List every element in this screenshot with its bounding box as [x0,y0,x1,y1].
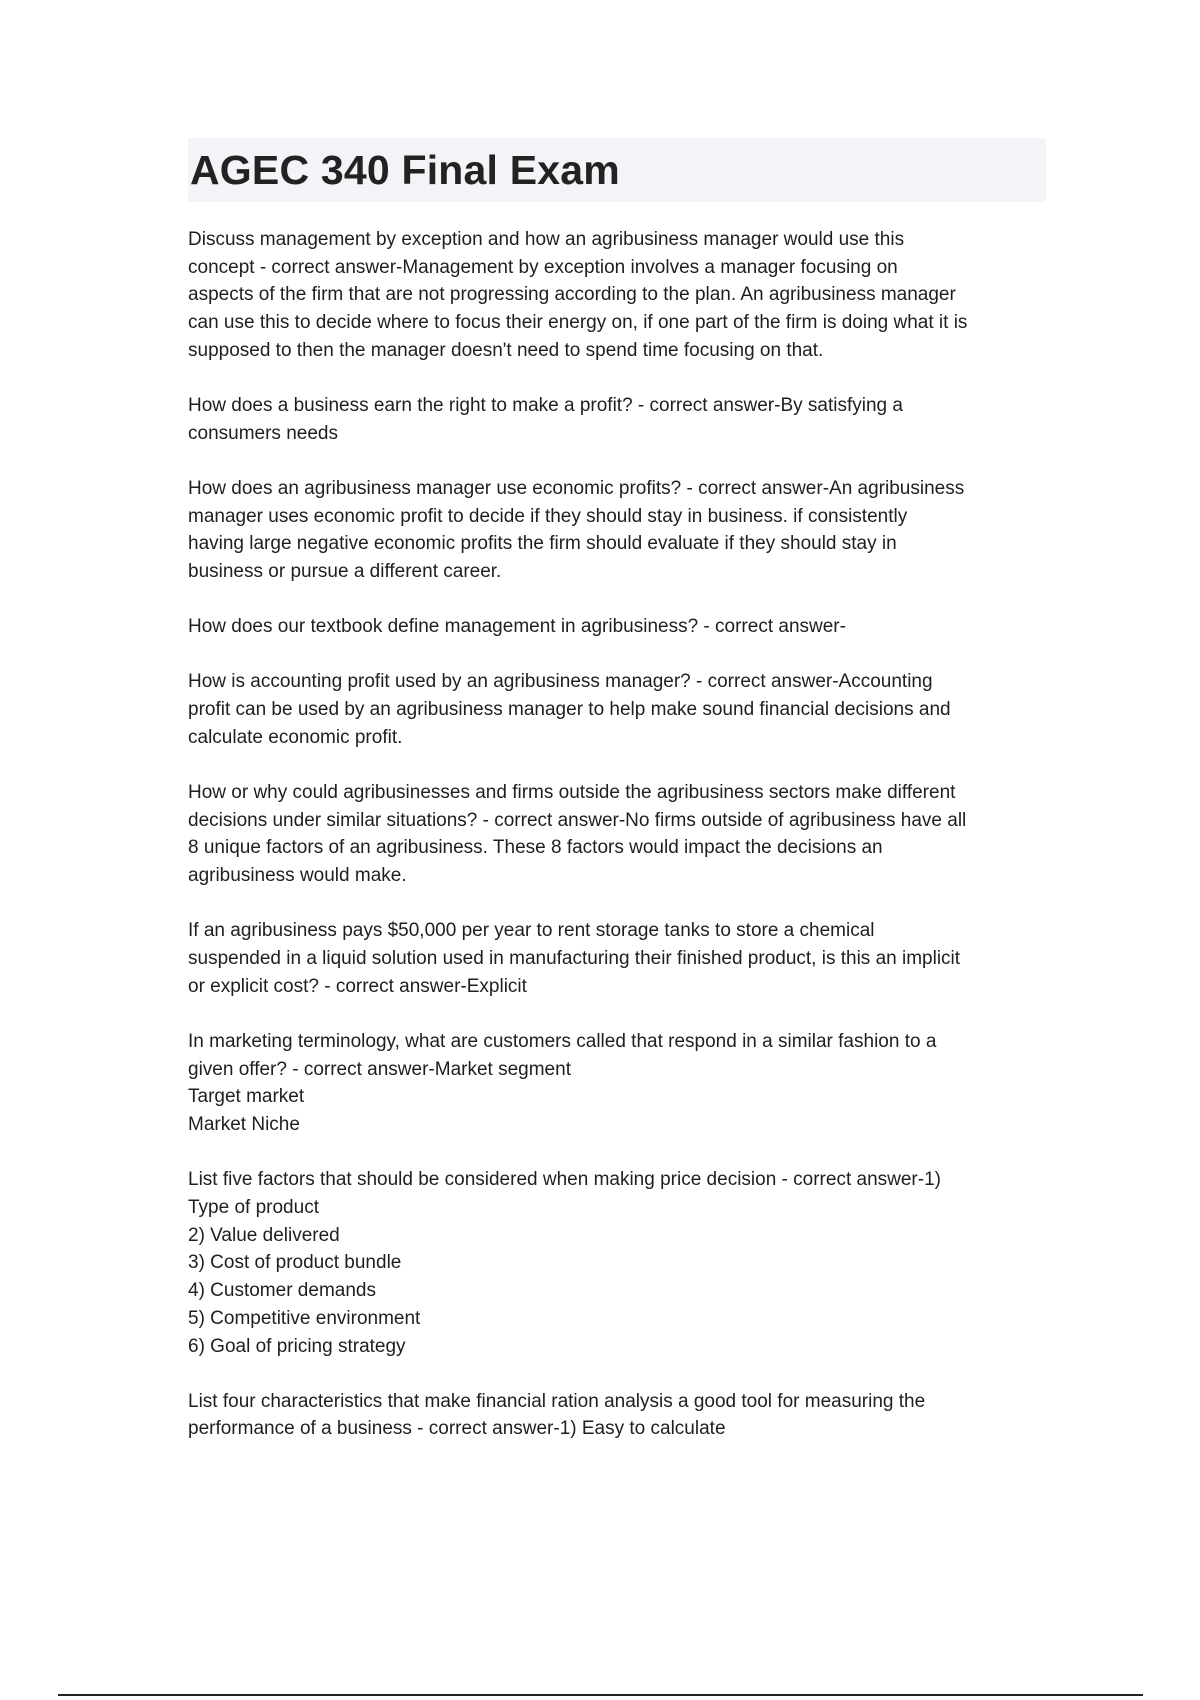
qa-line: If an agribusiness pays $50,000 per year to rent storage tanks to store a chemical [188,920,875,942]
qa-item [188,917,1048,1000]
qa-item [188,1388,1048,1443]
qa-line: 2) Value delivered [188,1224,340,1246]
qa-line: suspended in a liquid solution used in manufacturing their finished product, is this an implicit [188,948,961,970]
qa-line: having large negative economic profits the firm should evaluate if they should stay in [188,533,897,555]
qa-line: business or pursue a different career. [188,561,502,583]
qa-item [188,779,1048,890]
qa-line: or explicit cost? - correct answer-Explicit [188,975,527,997]
qa-item [188,392,1048,447]
page-bottom-rule [58,1694,1143,1696]
qa-line: 8 unique factors of an agribusiness. These 8 factors would impact the decisions an [188,837,883,859]
qa-line: How is accounting profit used by an agribusiness manager? - correct answer-Accounting [188,671,933,693]
qa-item [188,668,1048,751]
qa-item [188,1166,1048,1360]
qa-line: aspects of the firm that are not progressing according to the plan. An agribusiness manager [188,284,956,306]
qa-line: 4) Customer demands [188,1280,376,1302]
qa-line: agribusiness would make. [188,865,407,887]
qa-line: How does a business earn the right to make a profit? - correct answer-By satisfying a [188,395,903,417]
qa-line: How does an agribusiness manager use economic profits? - correct answer-An agribusiness [188,477,965,499]
qa-line: manager uses economic profit to decide if they should stay in business. if consistently [188,505,908,527]
document-title: AGEC 340 Final Exam [190,147,620,193]
qa-item [188,475,1048,586]
qa-line: Market Niche [188,1114,300,1136]
qa-line: can use this to decide where to focus their energy on, if one part of the firm is doing what it is [188,312,968,334]
qa-line: decisions under similar situations? - correct answer-No firms outside of agribusiness have all [188,809,967,831]
qa-line: Type of product [188,1196,319,1218]
qa-line: performance of a business - correct answer-1) Easy to calculate [188,1418,726,1440]
qa-line: 6) Goal of pricing strategy [188,1335,406,1357]
qa-line: profit can be used by an agribusiness manager to help make sound financial decisions and [188,699,951,721]
qa-line: In marketing terminology, what are customers called that respond in a similar fashion to a [188,1030,937,1052]
qa-line: concept - correct answer-Management by exception involves a manager focusing on [188,256,898,278]
qa-item [188,1028,1048,1139]
qa-line: 3) Cost of product bundle [188,1252,402,1274]
qa-content [188,226,1048,1471]
qa-line: List five factors that should be considered when making price decision - correct answer-1) [188,1169,941,1191]
qa-item [188,613,1048,641]
qa-line: How does our textbook define management in agribusiness? - correct answer- [188,616,846,638]
title-banner [188,138,1046,202]
qa-line: 5) Competitive environment [188,1307,421,1329]
qa-line: List four characteristics that make financial ration analysis a good tool for measuring the [188,1390,926,1412]
qa-line: consumers needs [188,422,338,444]
qa-item [188,226,1048,365]
qa-line: given offer? - correct answer-Market segment [188,1058,571,1080]
qa-line: calculate economic profit. [188,726,403,748]
qa-line: How or why could agribusinesses and firms outside the agribusiness sectors make different [188,782,956,804]
qa-line: Discuss management by exception and how an agribusiness manager would use this [188,229,905,250]
qa-line: supposed to then the manager doesn't need to spend time focusing on that. [188,339,824,361]
qa-line: Target market [188,1086,305,1108]
